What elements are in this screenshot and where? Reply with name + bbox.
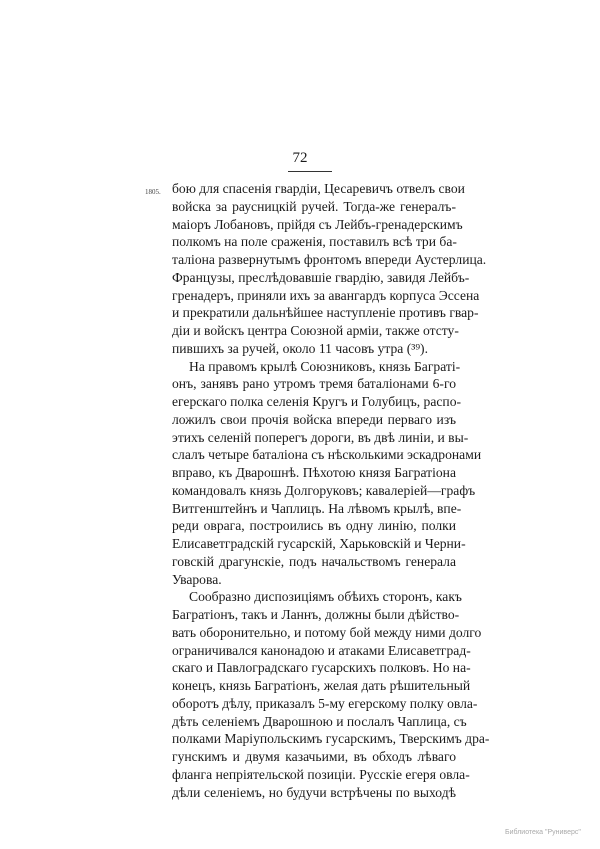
library-watermark: Библиотека "Руниверс": [505, 829, 581, 836]
page-number: 72: [292, 150, 308, 166]
text-line: вправо, къ Дварошнѣ. Пѣхотою князя Багратіона: [172, 465, 456, 480]
text-line: дѣли селеніемъ, но будучи встрѣчены по выходѣ: [172, 784, 456, 800]
text-line: діи и войскъ центра Союзной арміи, также отсту-: [172, 323, 459, 338]
text-line: командовалъ князь Долгоруковъ; кавалеріей—графъ: [172, 482, 476, 498]
text-line: реди оврага, построились въ одну линію, полки: [172, 518, 456, 534]
text-line: онъ, занявъ рано утромъ тремя баталіонами 6-го: [172, 376, 456, 392]
text-line: этихъ селеній поперегъ дороги, въ двѣ линіи, и вы-: [172, 429, 469, 445]
text-line: егерскаго полка селенія Кругъ и Голубицъ, распо-: [172, 394, 462, 409]
text-line: гренадеръ, приняли ихъ за авангардъ корпуса Эссена: [172, 287, 480, 303]
body-text: [172, 180, 490, 801]
text-line: скаго и Павлоградскаго гусарскихъ полковъ. Но на-: [172, 660, 471, 676]
text-line: полками Маріупольскимъ гусарскимъ, Тверскимъ дра-: [172, 731, 490, 747]
text-line: конецъ, князь Багратіонъ, желая дать рѣшительный: [172, 678, 471, 693]
text-line: оборотъ дѣлу, приказалъ 5-му егерскому полку овла-: [172, 695, 478, 711]
page-number-rule: [288, 171, 332, 172]
text-line: вать оборонительно, и потому бой между ними долго: [172, 624, 482, 640]
text-line: гунскимъ и двумя казачьими, въ обходъ лѣваго: [172, 749, 456, 764]
text-line: Елисаветградскій гусарскій, Харьковскій и Черни-: [172, 536, 466, 551]
text-line: Витгенштейнъ и Чаплицъ. На лѣвомъ крылѣ, впе-: [172, 500, 462, 516]
text-line: и прекратили дальнѣйшее наступленіе противъ гвар-: [172, 305, 479, 321]
text-line: говскій драгунскіе, подъ начальствомъ генерала: [172, 553, 456, 569]
text-line: дѣть селеніемъ Дварошною и послалъ Чаплица, съ: [172, 713, 467, 729]
text-line: войска за раусницкій ручей. Тогда-же генералъ-: [172, 198, 456, 214]
text-line: слалъ четыре баталіона съ нѣсколькими эскадронами: [172, 447, 482, 463]
text-line: Сообразно диспозиціямъ обѣихъ сторонъ, какъ: [189, 589, 462, 605]
text-line: маіоръ Лобановъ, прійдя съ Лейбъ-гренадерскимъ: [172, 216, 463, 232]
text-line: фланга непріятельской позиціи. Русскіе егеря овла-: [172, 766, 470, 782]
text-line: На правомъ крылѣ Союзниковъ, князь Багратi-: [189, 358, 461, 374]
margin-year-note: 1805.: [145, 188, 161, 196]
text-line: ограничивался канонадою и атаками Елисаветград-: [172, 642, 471, 658]
text-line: Багратіонъ, такъ и Ланнъ, должны были дѣйство-: [172, 607, 460, 622]
text-line: таліона развернутымъ фронтомъ впереди Аустерлица.: [172, 252, 487, 267]
text-line: полкомъ на поле сраженія, поставилъ всѣ три ба-: [172, 234, 457, 250]
text-line: пившихъ за ручей, около 11 часовъ утра (³⁹).: [172, 340, 428, 356]
text-line: бою для спасенія гвардіи, Цесаревичъ отвелъ свои: [172, 181, 465, 196]
text-line: Французы, преслѣдовавшіе гвардію, завидя Лейбъ-: [172, 269, 470, 285]
text-line: ложилъ свои прочія войска впереди перваго изъ: [172, 411, 456, 427]
text-line: Уварова.: [172, 571, 222, 587]
